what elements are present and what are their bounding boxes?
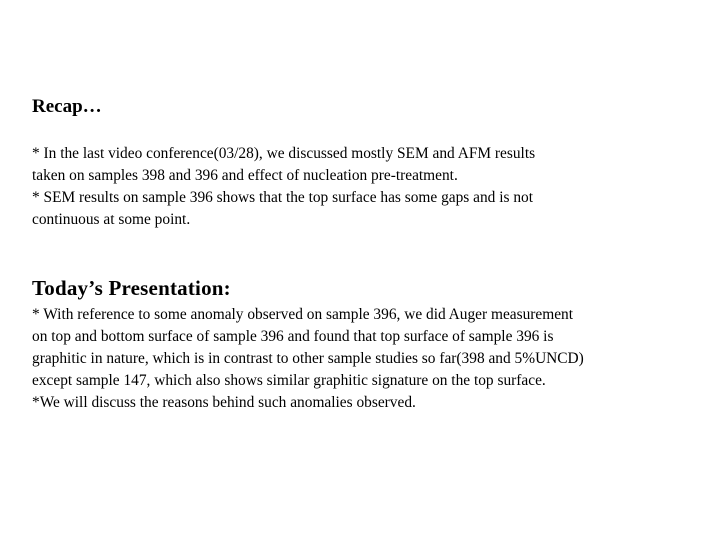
bullet-line: except sample 147, which also shows similar graphitic signature on the top surface.: [32, 372, 546, 389]
bullet-line: continuous at some point.: [32, 211, 191, 228]
recap-heading: Recap…: [32, 96, 102, 117]
recap-bullet-list: [32, 143, 702, 231]
bullet-line: graphitic in nature, which is in contrast to other sample studies so far(398 and 5%UNCD): [32, 350, 584, 367]
bullet-line: *We will discuss the reasons behind such anomalies observed.: [32, 394, 416, 411]
bullet-line: * With reference to some anomaly observed on sample 396, we did Auger measurement: [32, 306, 574, 323]
recap-bullet-1: [32, 143, 702, 187]
bullet-line: * In the last video conference(03/28), we discussed mostly SEM and AFM results: [32, 145, 536, 162]
today-bullet-1: [32, 304, 702, 392]
bullet-line: * SEM results on sample 396 shows that the top surface has some gaps and is not: [32, 189, 533, 206]
today-section: [32, 276, 702, 414]
recap-section: [32, 95, 702, 231]
bullet-line: taken on samples 398 and 396 and effect of nucleation pre-treatment.: [32, 167, 458, 184]
bullet-line: on top and bottom surface of sample 396 and found that top surface of sample 396 is: [32, 328, 554, 345]
recap-bullet-2: [32, 187, 702, 231]
today-bullet-2: [32, 392, 702, 414]
today-bullet-list: [32, 304, 702, 414]
today-heading: Today’s Presentation:: [32, 276, 231, 300]
